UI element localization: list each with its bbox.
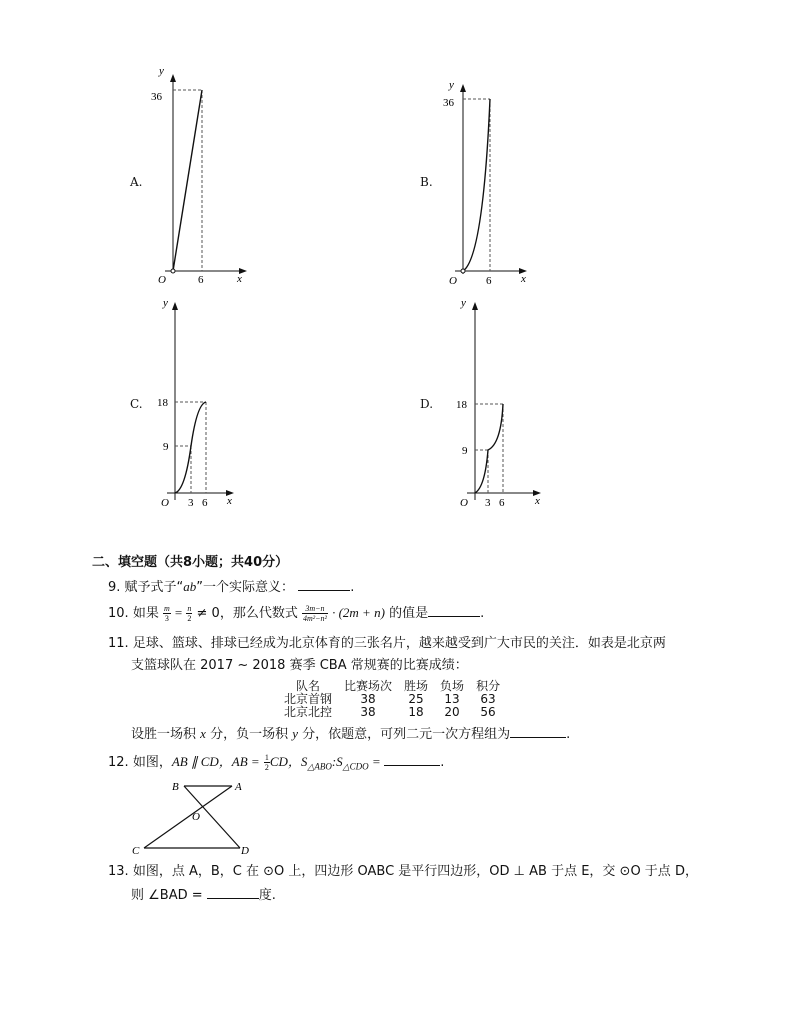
table-row [278,706,506,719]
origin-label: O [460,497,468,509]
x-axis-label: x [535,495,540,507]
graph-curve [175,402,206,493]
graph-option-a [145,68,255,288]
question-number: 12. [108,755,129,770]
option-d-label: D. [420,397,434,411]
graph-curve [463,99,490,271]
q9-end: . [350,580,355,595]
question-number: 9. [108,580,121,595]
table-cell: 56 [480,705,496,719]
x-axis-label: x [521,273,526,285]
x-tick-3: 3 [188,497,194,509]
y-tick-9: 9 [163,441,169,453]
table-cell: 63 [480,692,496,706]
origin-label: O [158,274,166,286]
answer-blank[interactable] [428,604,480,617]
answer-blank[interactable] [510,725,566,738]
table-cell: 25 [408,692,424,706]
question-13-line2: 则 ∠BAD = 度. [131,888,276,903]
graph-curve [173,90,202,271]
q10-text-post: 的值是 [389,606,429,621]
table-header: 积分 [476,679,501,693]
y-tick-9: 9 [462,445,468,457]
y-axis-label: y [449,79,454,91]
graph-option-b [435,78,535,288]
y-axis-label: y [159,68,164,77]
table-cell: 38 [360,705,376,719]
question-9 [108,577,354,598]
answer-blank[interactable] [298,578,350,591]
var-y: y [292,726,299,741]
x-tick-6: 6 [486,275,492,287]
fraction-one-half: $\frac{1}{2}$ [264,753,269,772]
y-axis-arrow [460,84,466,92]
fraction-m-over-3: $\frac{m}{3}$ [163,604,170,623]
x-tick-6: 6 [202,497,208,509]
q10-multiplier: · (2m + n) [332,605,385,620]
fraction-n-over-2: $\frac{n}{2}$ [187,604,192,623]
point-c-label: C [132,845,140,857]
point-a-label: A [235,781,242,793]
answer-blank[interactable] [207,886,259,899]
q10-text-ne: ≠ 0，那么代数式 [196,606,298,621]
option-b-label: B. [420,175,433,189]
q10-text-pre: 如果 [132,606,159,621]
section-title: 二、填空题（共8小题；共40分） [92,555,289,570]
question-12: 12. 如图，AB ∥ CD，AB = $\frac{1}{2}$ CD，$S_{\triangle ABO}:S_{\triangle CDO}$ = . [108,753,445,772]
var-x: x [200,726,206,741]
table-header: 负场 [440,679,465,693]
question-11-line2: 支篮球队在 2017 ~ 2018 赛季 CBA 常规赛的比赛成绩： [131,658,468,673]
origin-label: O [161,497,169,509]
q9-text-post: ”一个实际意义： [196,580,295,595]
question-11-line3: 设胜一场积 x 分，负一场积 y 分，依题意，可列二元一次方程组为 . [131,726,571,742]
point-d-label: D [241,845,249,857]
question-number: 13. [108,864,129,879]
question-10: 10. 如果 $\frac{m}{3}$ = $\frac{n}{2}$ ≠ 0，那么代数式 $\frac{3m-n}{\text{4m²−n²}}$ · (2m + n) 的值是 . [108,604,485,623]
point-o-label: O [192,811,200,823]
table-cell: 18 [408,705,424,719]
origin-label: O [449,275,457,287]
q9-text-pre: 赋予式子“ [124,580,184,595]
y-tick-36: 36 [443,97,454,109]
table-header: 比赛场次 [344,679,393,693]
option-a-label: A. [130,175,143,189]
y-tick-36: 36 [151,91,162,103]
x-tick-3: 3 [485,497,491,509]
y-tick-18: 18 [157,397,168,409]
x-tick-6: 6 [198,274,204,286]
table-header: 胜场 [404,679,429,693]
table-cell: 20 [444,705,460,719]
table-cell: 北京北控 [284,705,333,719]
graph-curve [475,404,503,493]
q9-expr: ab [183,579,197,594]
graph-option-d [445,292,555,514]
q10-end: . [480,606,485,621]
graph-option-c [145,292,255,514]
y-axis-label: y [461,297,466,309]
question-number: 11. [108,636,129,651]
score-table [278,680,506,719]
fraction-expression: $\frac{3m-n}{\text{4m²−n²}}$ [302,604,327,623]
question-13-line1: 13. 如图，点 A，B，C 在 ⊙O 上，四边形 OABC 是平行四边形，OD ⊥ AB 于点 E，交 ⊙O 于点 D， [108,864,698,879]
table-cell: 北京首钢 [284,692,333,706]
origin-point [171,269,175,273]
y-axis-label: y [163,297,168,309]
table-header: 队名 [296,679,321,693]
table-cell: 38 [360,692,376,706]
point-b-label: B [172,781,179,793]
y-axis-arrow [170,74,176,82]
y-axis-arrow [472,302,478,310]
figure-q12 [128,776,258,858]
answer-blank[interactable] [384,753,440,766]
question-number: 10. [108,606,129,621]
y-axis-arrow [172,302,178,310]
x-tick-6: 6 [499,497,505,509]
segment-ac [144,786,232,848]
y-tick-18: 18 [456,399,467,411]
option-c-label: C. [130,397,143,411]
question-11-line1: 11. 足球、篮球、排球已经成为北京体育的三张名片，越来越受到广大市民的关注．如表是北京两 [108,636,666,651]
x-axis-label: x [227,495,232,507]
x-axis-label: x [237,273,242,285]
table-cell: 13 [444,692,460,706]
origin-point [461,269,465,273]
